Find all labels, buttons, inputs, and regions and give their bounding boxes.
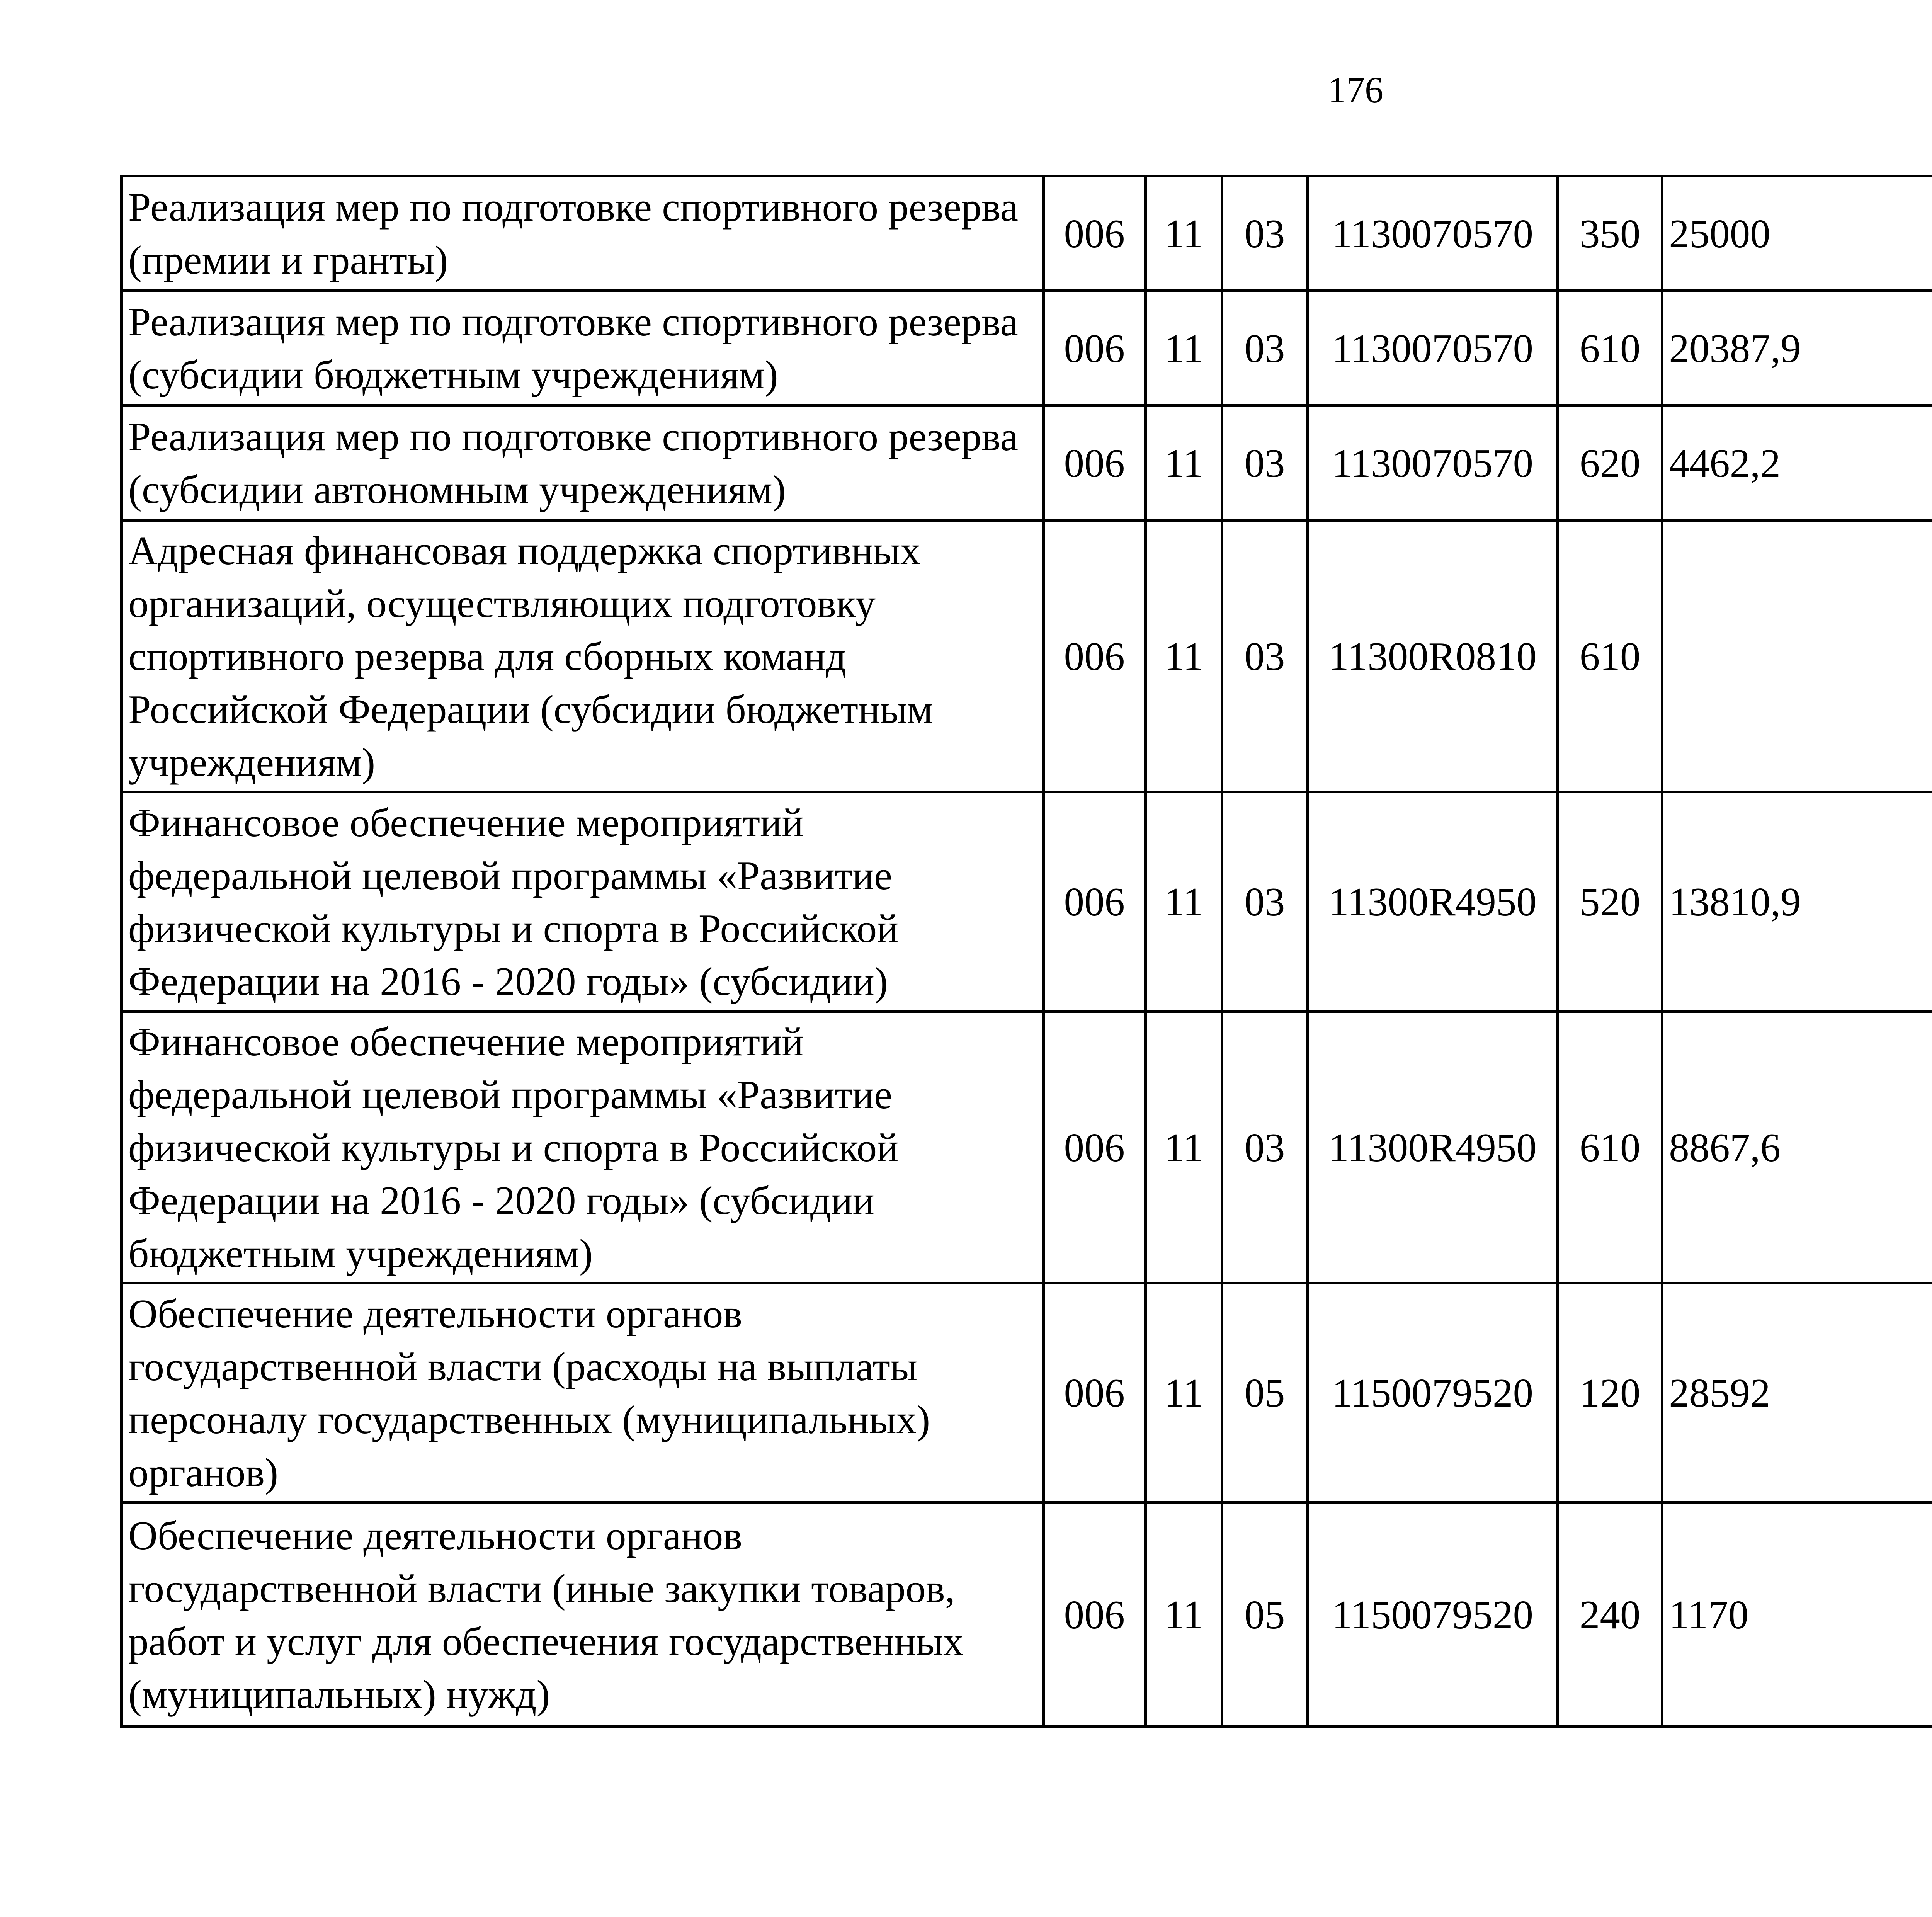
table-row — [122, 792, 1932, 1012]
expense-type-code: 520 — [1558, 792, 1662, 1012]
amount-year-1: 1170 — [1662, 1503, 1932, 1727]
table-row — [122, 1283, 1932, 1503]
section-code: 11 — [1145, 792, 1222, 1012]
budget-table — [120, 175, 1932, 1728]
expense-type-code: 610 — [1558, 1012, 1662, 1283]
ministry-code: 006 — [1043, 1012, 1145, 1283]
target-article-code: 1150079520 — [1307, 1503, 1558, 1727]
ministry-code: 006 — [1043, 291, 1145, 406]
row-description: Реализация мер по подготовке спортивного резерва (субсидии бюджетным учреждениям) — [122, 291, 1044, 406]
section-code: 11 — [1145, 1012, 1222, 1283]
target-article-code: 1130070570 — [1307, 291, 1558, 406]
section-code: 11 — [1145, 406, 1222, 520]
ministry-code: 006 — [1043, 406, 1145, 520]
ministry-code: 006 — [1043, 1283, 1145, 1503]
row-description: Адресная финансовая поддержка спортивных организаций, осуществляющих подготовку спортивного резерва для сборных команд Российской Федерации (субсидии бюджетным учреждениям) — [122, 520, 1044, 792]
amount-year-1: 13810,9 — [1662, 792, 1932, 1012]
amount-year-1: 28592 — [1662, 1283, 1932, 1503]
target-article-code: 1130070570 — [1307, 406, 1558, 520]
section-code: 11 — [1145, 176, 1222, 291]
target-article-code: 1150079520 — [1307, 1283, 1558, 1503]
ministry-code: 006 — [1043, 1503, 1145, 1727]
row-description: Обеспечение деятельности органов государственной власти (иные закупки товаров, работ и услуг для обеспечения государственных (муниципальных) нужд) — [122, 1503, 1044, 1727]
section-code: 11 — [1145, 520, 1222, 792]
expense-type-code: 610 — [1558, 520, 1662, 792]
subsection-code: 03 — [1222, 1012, 1307, 1283]
amount-year-1: 20387,9 — [1662, 291, 1932, 406]
row-description: Финансовое обеспечение мероприятий федеральной целевой программы «Развитие физической культуры и спорта в Российской Федерации на 2016 - 2020 годы» (субсидии) — [122, 792, 1044, 1012]
ministry-code: 006 — [1043, 792, 1145, 1012]
amount-year-1: 25000 — [1662, 176, 1932, 291]
table-row — [122, 176, 1932, 291]
table-row — [122, 291, 1932, 406]
target-article-code: 1130070570 — [1307, 176, 1558, 291]
expense-type-code: 610 — [1558, 291, 1662, 406]
subsection-code: 03 — [1222, 520, 1307, 792]
amount-year-1: 4462,2 — [1662, 406, 1932, 520]
ministry-code: 006 — [1043, 520, 1145, 792]
section-code: 11 — [1145, 1503, 1222, 1727]
row-description: Обеспечение деятельности органов государственной власти (расходы на выплаты персоналу государственных (муниципальных) органов) — [122, 1283, 1044, 1503]
subsection-code: 03 — [1222, 176, 1307, 291]
subsection-code: 05 — [1222, 1503, 1307, 1727]
subsection-code: 03 — [1222, 406, 1307, 520]
section-code: 11 — [1145, 1283, 1222, 1503]
row-description: Реализация мер по подготовке спортивного резерва (премии и гранты) — [122, 176, 1044, 291]
amount-year-1 — [1662, 520, 1932, 792]
section-code: 11 — [1145, 291, 1222, 406]
amount-year-1: 8867,6 — [1662, 1012, 1932, 1283]
subsection-code: 03 — [1222, 291, 1307, 406]
subsection-code: 03 — [1222, 792, 1307, 1012]
table-row — [122, 1012, 1932, 1283]
expense-type-code: 120 — [1558, 1283, 1662, 1503]
ministry-code: 006 — [1043, 176, 1145, 291]
expense-type-code: 620 — [1558, 406, 1662, 520]
table-row — [122, 406, 1932, 520]
row-description: Финансовое обеспечение мероприятий федеральной целевой программы «Развитие физической культуры и спорта в Российской Федерации на 2016 - 2020 годы» (субсидии бюджетным учреждениям) — [122, 1012, 1044, 1283]
target-article-code: 11300R4950 — [1307, 1012, 1558, 1283]
target-article-code: 11300R0810 — [1307, 520, 1558, 792]
expense-type-code: 240 — [1558, 1503, 1662, 1727]
target-article-code: 11300R4950 — [1307, 792, 1558, 1012]
row-description: Реализация мер по подготовке спортивного резерва (субсидии автономным учреждениям) — [122, 406, 1044, 520]
table-row — [122, 520, 1932, 792]
expense-type-code: 350 — [1558, 176, 1662, 291]
table-row — [122, 1503, 1932, 1727]
page-number: 176 — [1328, 69, 1383, 111]
subsection-code: 05 — [1222, 1283, 1307, 1503]
